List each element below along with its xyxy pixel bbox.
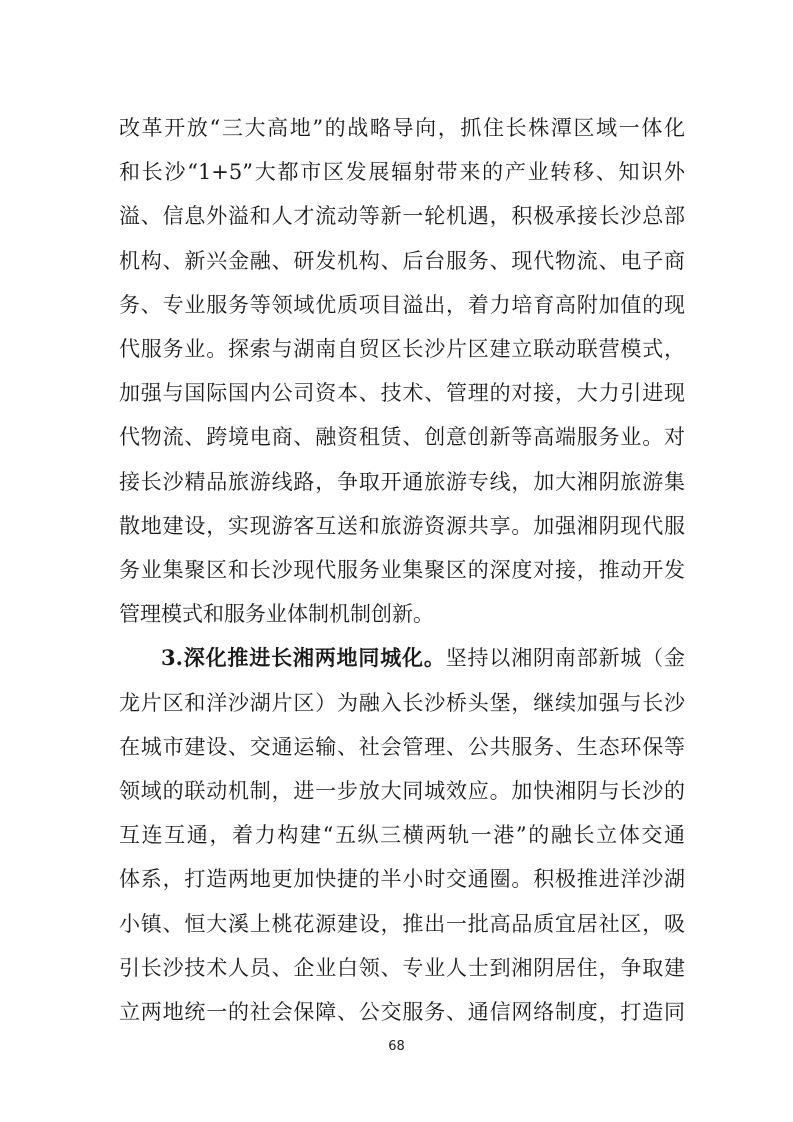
paragraph-1-line: 机构、新兴金融、研发机构、后台服务、现代物流、电子商 bbox=[119, 248, 685, 273]
page-number: 68 bbox=[388, 1039, 405, 1054]
paragraph-2-line: 龙片区和洋沙湖片区）为融入长沙桥头堡，继续加强与长沙 bbox=[119, 690, 685, 715]
paragraph-1-line: 管理模式和服务业体制机制创新。 bbox=[119, 602, 434, 627]
paragraph-2-line: 小镇、恒大溪上桃花源建设，推出一批高品质宜居社区，吸 bbox=[119, 911, 685, 936]
paragraph-2-line: 领域的联动机制，进一步放大同城效应。加快湘阴与长沙的 bbox=[119, 779, 685, 803]
paragraph-2-line: 立两地统一的社会保障、公交服务、通信网络制度，打造同 bbox=[119, 1000, 685, 1024]
paragraph-2-first-line bbox=[161, 643, 685, 673]
paragraph-1-line: 散地建设，实现游客互送和旅游资源共享。加强湘阴现代服 bbox=[119, 513, 685, 538]
paragraph-2-line: 引长沙技术人员、企业白领、专业人士到湘阴居住，争取建 bbox=[119, 955, 685, 980]
paragraph-2-line: 在城市建设、交通运输、社会管理、公共服务、生态环保等 bbox=[119, 734, 685, 759]
paragraph-1-line: 接长沙精品旅游线路，争取开通旅游专线，加大湘阴旅游集 bbox=[119, 469, 685, 494]
paragraph-2-text: 坚持以湘阴南部新城（金 bbox=[445, 646, 686, 671]
paragraph-1-line: 加强与国际国内公司资本、技术、管理的对接，大力引进现 bbox=[119, 381, 685, 406]
paragraph-1-line: 务业集聚区和长沙现代服务业集聚区的深度对接，推动开发 bbox=[119, 558, 685, 582]
paragraph-1-line: 务、专业服务等领域优质项目溢出，着力培育高附加值的现 bbox=[119, 292, 685, 317]
paragraph-1-line: 代物流、跨境电商、融资租赁、创意创新等高端服务业。对 bbox=[119, 425, 685, 450]
paragraph-2-line: 互连互通，着力构建“五纵三横两轨一港”的融长立体交通 bbox=[119, 823, 685, 848]
paragraph-2-line: 体系，打造两地更加快捷的半小时交通圈。积极推进洋沙湖 bbox=[119, 867, 685, 892]
paragraph-1-line: 和长沙“1+5”大都市区发展辐射带来的产业转移、知识外 bbox=[119, 160, 685, 185]
paragraph-1-line: 改革开放“三大高地”的战略导向，抓住长株潭区域一体化 bbox=[119, 116, 685, 140]
section-heading: 3.深化推进长湘两地同城化。 bbox=[161, 645, 446, 671]
paragraph-1-line: 溢、信息外溢和人才流动等新一轮机遇，积极承接长沙总部 bbox=[119, 204, 685, 229]
paragraph-1-line: 代服务业。探索与湖南自贸区长沙片区建立联动联营模式， bbox=[119, 337, 685, 361]
